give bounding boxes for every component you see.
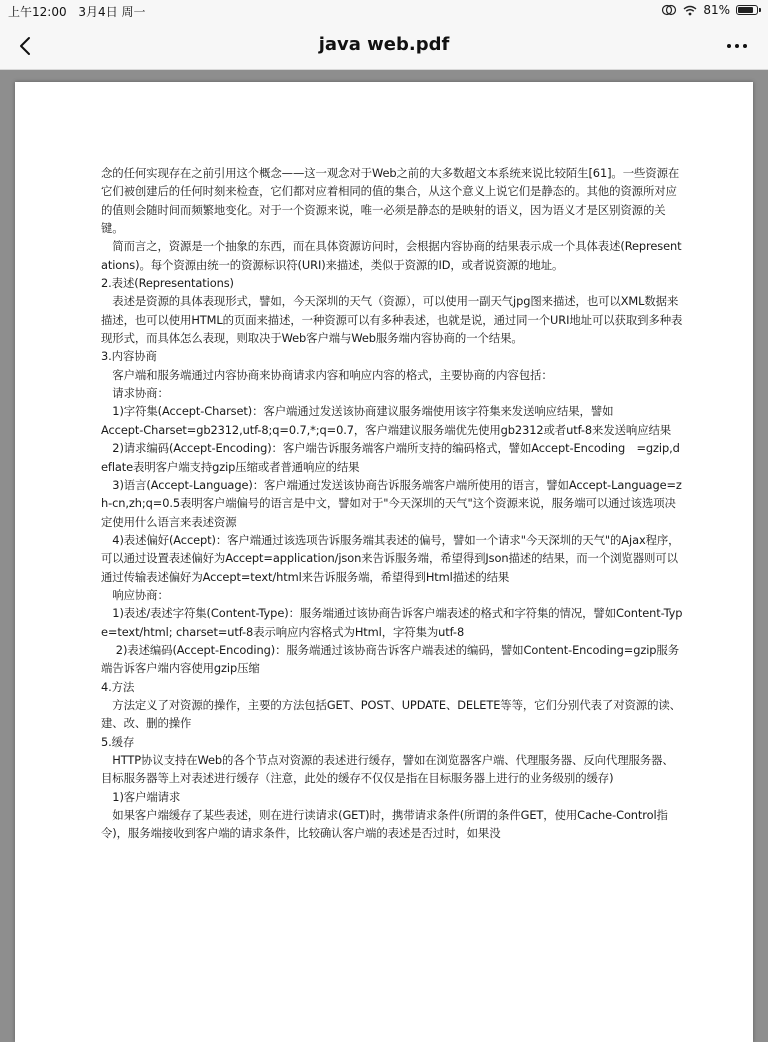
status-bar — [0, 0, 768, 22]
battery-icon — [736, 5, 758, 15]
paragraph: HTTP协议支持在Web的各个节点对资源的表述进行缓存，譬如在浏览器客户端、代理服务器、反向代理服务器、目标服务器等上对表述进行缓存（注意，此处的缓存不仅仅是指在目标服务器上进行的业务级别的缓存) — [101, 753, 674, 786]
paragraph: 简而言之，资源是一个抽象的东西，而在具体资源访问时，会根据内容协商的结果表示成一个具体表述(Representations)。每个资源由统一的资源标识符(URI)来描述，类似于资源的ID，或者说资源的地址。 — [101, 239, 682, 272]
navigation-bar — [0, 22, 768, 70]
paragraph: 4)表述偏好(Accept)：客户端通过该选项告诉服务端其表述的偏号，譬如一个请求"今天深圳的天气"的Ajax程序，可以通过设置表述偏好为Accept=application/json来告诉服务端，希望得到Json描述的结果，而一个浏览器则可以通过传输表述偏好为Accept=text/html来告诉服务端，希望得到Html描述的结果 — [101, 532, 680, 584]
section-heading: 2.表述(Representations) — [101, 276, 234, 291]
status-left — [8, 3, 154, 20]
paragraph: 请求协商： — [101, 386, 169, 401]
paragraph: 2)表述编码(Accept-Encoding)：服务端通过该协商告诉客户端表述的编码，譬如Content-Encoding=gzip服务端告诉客户端内容使用gzip压缩 — [101, 642, 680, 676]
orientation-lock-icon — [661, 4, 677, 16]
status-time: 上午12:00 — [8, 5, 67, 19]
paragraph: 方法定义了对资源的操作，主要的方法包括GET、POST、UPDATE、DELETE等等，它们分别代表了对资源的读、建、改、删的操作 — [101, 697, 681, 731]
section-heading: 4.方法 — [101, 679, 135, 694]
pdf-page — [15, 82, 753, 1042]
paragraph: 客户端和服务端通过内容协商来协商请求内容和响应内容的格式，主要协商的内容包括： — [101, 367, 553, 382]
section-heading: 3.内容协商 — [101, 349, 157, 364]
paragraph: 1)客户端请求 — [101, 789, 181, 804]
paragraph: 2)请求编码(Accept-Encoding)：客户端告诉服务端客户端所支持的编码格式，譬如Accept-Encoding =gzip,deflate表明客户端支持gzip压缩或者普通响应的结果 — [101, 441, 680, 474]
ellipsis-icon[interactable] — [724, 34, 750, 58]
battery-percent: 81% — [703, 3, 730, 17]
paragraph: 1)表述/表述字符集(Content-Type)：服务端通过该协商告诉客户端表述的格式和字符集的情况，譬如Content-Type=text/html; charset=utf-8表示响应内容格式为Html，字符集为utf-8 — [101, 606, 683, 639]
paragraph: 如果客户端缓存了某些表述，则在进行读请求(GET)时，携带请求条件(所谓的条件GET，使用Cache-Control指令)，服务端接收到客户端的请求条件，比较确认客户端的表述是否过时，如果没 — [101, 808, 668, 841]
section-heading: 5.缓存 — [101, 734, 135, 749]
paragraph: 3)语言(Accept-Language)：客户端通过发送该协商告诉服务端客户端所使用的语言，譬如Accept-Language=zh-cn,zh;q=0.5表明客户端偏号的语言是中文，譬如对于"今天深圳的天气"这个资源来说，服务端可以通过该选项决定使用什么语言来表述资源 — [101, 477, 682, 529]
paragraph: Accept-Charset=gb2312,utf-8;q=0.7,*;q=0.7，客户端建议服务端优先使用gb2312或者utf-8来发送响应结果 — [101, 422, 672, 437]
document-title: java web.pdf — [318, 34, 450, 55]
chevron-left-icon[interactable] — [14, 34, 38, 58]
page-text — [101, 164, 683, 843]
wifi-icon — [683, 5, 697, 16]
status-right — [661, 3, 758, 17]
paragraph: 念的任何实现存在之前引用这个概念——这一观念对于Web之前的大多数超文本系统来说比较陌生[61]。一些资源在它们被创建后的任何时刻来检查，它们都对应着相同的值的集合，从这个意义上说它们是静态的。其他的资源所对应的值则会随时间而频繁地变化。对于一个资源来说，唯一必须是静态的是映射的语义，因为语义才是区别资源的关键。 — [101, 166, 680, 236]
status-date: 3月4日 周一 — [78, 5, 146, 19]
paragraph: 表述是资源的具体表现形式，譬如，今天深圳的天气（资源），可以使用一副天气jpg图来描述，也可以XML数据来描述，也可以使用HTML的页面来描述，一种资源可以有多种表述，也就是说，通过同一个URI地址可以获取到多种表现形式，而具体怎么表现，则取决于Web客户端与Web服务端内容协商的一个结果。 — [101, 294, 683, 346]
pdf-viewer[interactable] — [0, 70, 768, 1024]
paragraph: 响应协商： — [101, 587, 169, 602]
battery-level — [738, 7, 753, 13]
paragraph: 1)字符集(Accept-Charset)：客户端通过发送该协商建议服务端使用该字符集来发送响应结果，譬如 — [101, 404, 614, 419]
